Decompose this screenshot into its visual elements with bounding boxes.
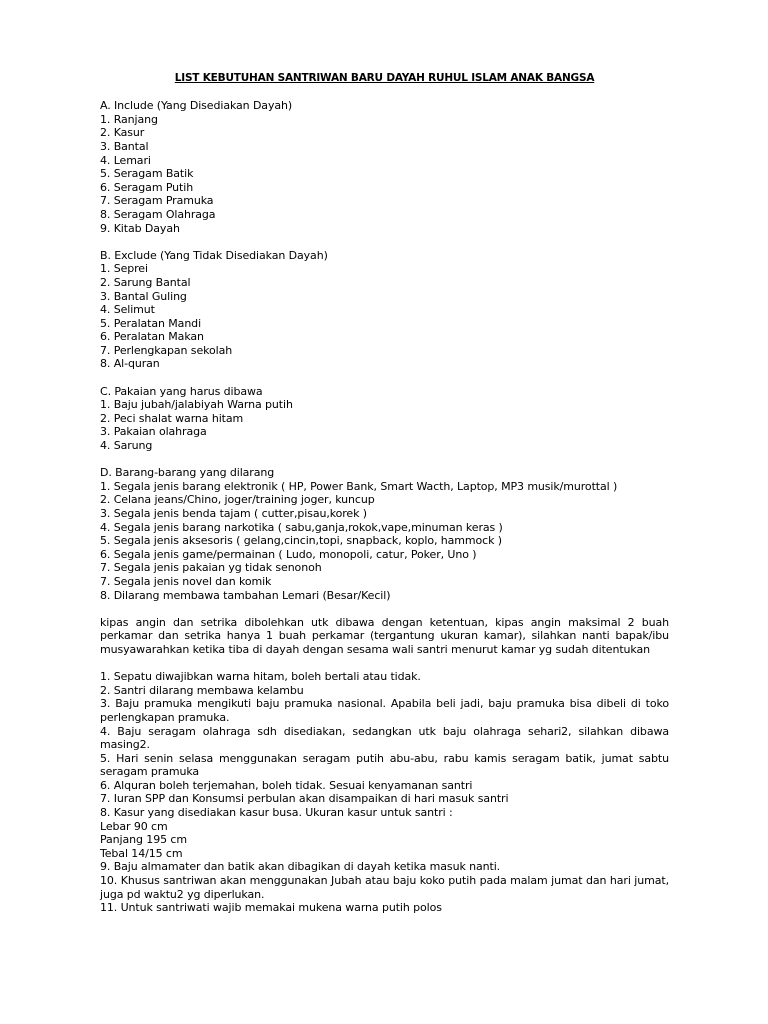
list-item: 3. Pakaian olahraga — [100, 425, 207, 439]
list-item: 5. Seragam Batik — [100, 167, 194, 181]
note-paragraph: kipas angin dan setrika dibolehkan utk dibawa dengan ketentuan, kipas angin maksimal 2 buah perkamar dan setrika hanya 1 buah perkamar (tergantung ukuran kamar), silahkan nanti bapak/ibu musyawarahkan ketika tiba di dayah dengan sesama wali santri menurut kamar yg sudah ditentukan — [100, 615, 669, 656]
rule-item: 8. Kasur yang disediakan kasur busa. Ukuran kasur untuk santri : — [100, 806, 453, 820]
section-heading: A. Include (Yang Disediakan Dayah) — [100, 99, 293, 113]
rule-item: 2. Santri dilarang membawa kelambu — [100, 683, 304, 697]
list-item: 5. Peralatan Mandi — [100, 316, 202, 330]
list-item: 1. Ranjang — [100, 112, 158, 126]
section-heading: C. Pakaian yang harus dibawa — [100, 384, 263, 398]
section-exclude — [100, 249, 669, 371]
mattress-thickness: Tebal 14/15 cm — [100, 846, 183, 860]
rule-item: 11. Untuk santriwati wajib memakai mukena warna putih polos — [100, 901, 442, 915]
document-title: LIST KEBUTUHAN SANTRIWAN BARU DAYAH RUHUL ISLAM ANAK BANGSA — [174, 72, 595, 84]
section-heading: B. Exclude (Yang Tidak Disediakan Dayah) — [100, 248, 328, 262]
list-item: 3. Bantal — [100, 139, 149, 153]
mattress-width: Lebar 90 cm — [100, 819, 168, 833]
spacer — [100, 371, 669, 385]
list-item: 3. Segala jenis benda tajam ( cutter,pisau,korek ) — [100, 507, 367, 520]
list-item: 9. Kitab Dayah — [100, 221, 180, 235]
list-item: 8. Al-quran — [100, 357, 160, 371]
section-include — [100, 99, 669, 235]
rule-item: 9. Baju almamater dan batik akan dibagikan di dayah ketika masuk nanti. — [100, 860, 501, 874]
rule-item: 3. Baju pramuka mengikuti baju pramuka nasional. Apabila beli jadi, baju pramuka bisa dibeli di toko perlengkapan pramuka. — [100, 697, 669, 724]
rule-item: 10. Khusus santriwan akan menggunakan Jubah atau baju koko putih pada malam jumat dan hari jumat, juga pd waktu2 yg diperlukan. — [100, 874, 669, 901]
rule-item: 4. Baju seragam olahraga sdh disediakan, sedangkan utk baju olahraga sehari2, silahkan dibawa masing2. — [100, 724, 669, 752]
list-item: 5. Segala jenis aksesoris ( gelang,cincin,topi, snapback, koplo, hammock ) — [100, 534, 502, 548]
list-item: 8. Dilarang membawa tambahan Lemari (Besar/Kecil) — [100, 588, 391, 602]
list-item: 4. Segala jenis barang narkotika ( sabu,ganja,rokok,vape,minuman keras ) — [100, 520, 503, 534]
spacer — [100, 453, 669, 467]
rule-item: 6. Alquran boleh terjemahan, boleh tidak. Sesuai kenyamanan santri — [100, 778, 473, 792]
list-item: 1. Segala jenis barang elektronik ( HP, Power Bank, Smart Wacth, Laptop, MP3 musik/murottal ) — [100, 479, 618, 493]
list-item: 2. Sarung Bantal — [100, 275, 191, 289]
list-item: 6. Segala jenis game/permainan ( Ludo, monopoli, catur, Poker, Uno ) — [100, 547, 477, 561]
section-prohibited — [100, 466, 669, 602]
list-item: 4. Selimut — [100, 303, 155, 317]
document-content — [100, 72, 669, 915]
rule-item: 7. Iuran SPP dan Konsumsi perbulan akan disampaikan di hari masuk santri — [100, 792, 509, 806]
list-item: 6. Peralatan Makan — [100, 330, 204, 344]
list-item: 8. Seragam Olahraga — [100, 207, 216, 221]
list-item: 7. Seragam Pramuka — [100, 194, 214, 208]
list-item: 2. Kasur — [100, 126, 145, 140]
list-item: 3. Bantal Guling — [100, 289, 187, 303]
spacer — [100, 657, 669, 671]
list-item: 7. Segala jenis pakaian yg tidak senonoh — [100, 561, 322, 575]
list-item: 2. Celana jeans/Chino, joger/training joger, kuncup — [100, 493, 375, 507]
list-item: 1. Seprei — [100, 262, 148, 276]
spacer — [100, 602, 669, 616]
mattress-length: Panjang 195 cm — [100, 833, 187, 847]
list-item: 7. Segala jenis novel dan komik — [100, 574, 272, 588]
list-item: 1. Baju jubah/jalabiyah Warna putih — [100, 398, 293, 412]
section-rules — [100, 670, 669, 915]
list-item: 2. Peci shalat warna hitam — [100, 411, 244, 425]
list-item: 7. Perlengkapan sekolah — [100, 343, 233, 357]
section-heading: D. Barang-barang yang dilarang — [100, 466, 275, 480]
rule-item: 5. Hari senin selasa menggunakan seragam putih abu-abu, rabu kamis seragam batik, jumat sabtu seragam pramuka — [100, 751, 669, 779]
section-clothing — [100, 385, 669, 453]
list-item: 4. Sarung — [100, 439, 153, 453]
list-item: 4. Lemari — [100, 153, 151, 167]
spacer — [100, 235, 669, 249]
rule-item: 1. Sepatu diwajibkan warna hitam, boleh bertali atau tidak. — [100, 670, 421, 684]
list-item: 6. Seragam Putih — [100, 180, 194, 194]
